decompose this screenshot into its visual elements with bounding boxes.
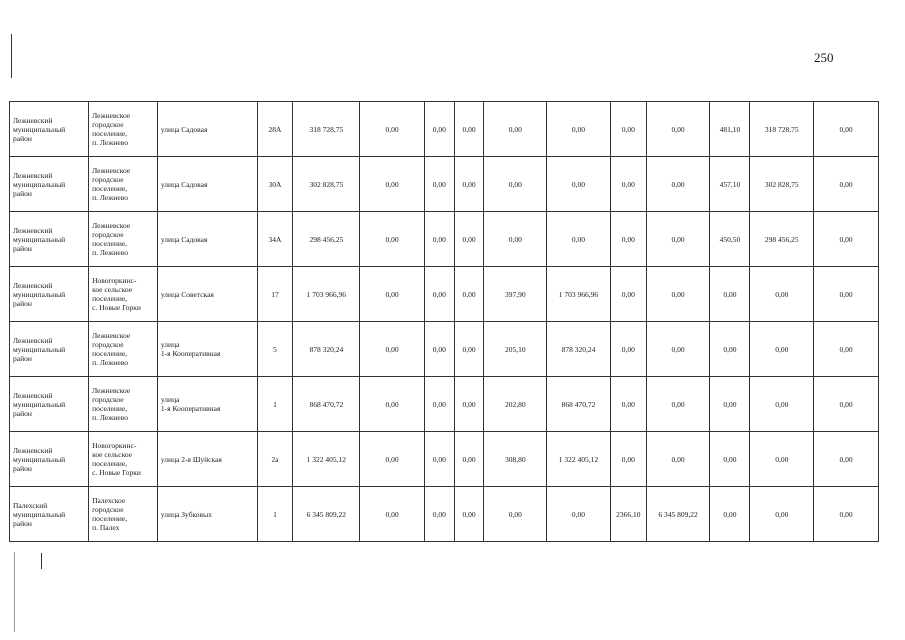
cost-cell — [646, 212, 710, 267]
cost-cell — [646, 432, 710, 487]
cell-text: 205,10 — [505, 344, 526, 354]
settlement-cell — [89, 267, 158, 322]
cell-text: 17 — [271, 289, 279, 299]
value-cell — [360, 322, 425, 377]
cost-cell — [750, 487, 814, 542]
street-cell — [157, 102, 257, 157]
cell-text: улица Зубковых — [160, 509, 212, 519]
cell-text: 0,00 — [432, 509, 446, 519]
cost-cell — [750, 212, 814, 267]
cell-text: 6 345 809,22 — [306, 509, 347, 519]
house-number-cell — [257, 212, 293, 267]
cell-text: Лежневский муниципальный район — [13, 225, 66, 253]
cell-text: 0,00 — [621, 399, 635, 409]
value-cell — [454, 102, 484, 157]
area-cell — [710, 212, 750, 267]
area-cell — [710, 432, 750, 487]
cell-text: улица Садовая — [160, 179, 208, 189]
table-row — [10, 267, 879, 322]
cell-text: 0,00 — [508, 124, 522, 134]
cell-text: 5 — [273, 344, 277, 354]
cost-cell — [547, 102, 611, 157]
cell-text: улица Советская — [160, 289, 214, 299]
cell-text: 0,00 — [775, 289, 789, 299]
cell-text: 0,00 — [839, 344, 853, 354]
total-cost-cell — [293, 157, 360, 212]
cell-text: 28А — [268, 124, 282, 134]
street-cell — [157, 432, 257, 487]
value-cell — [424, 267, 454, 322]
settlement-cell — [89, 487, 158, 542]
cell-text: 1 322 405,12 — [306, 454, 347, 464]
area-cell — [484, 212, 547, 267]
area-cell — [710, 157, 750, 212]
cell-text: Лежневский муниципальный район — [13, 390, 66, 418]
house-number-cell — [257, 267, 293, 322]
cell-text: Лежневское городское поселение, п. Лежнево — [92, 331, 131, 367]
cell-text: 0,00 — [723, 509, 737, 519]
district-cell — [10, 267, 89, 322]
settlement-cell — [89, 212, 158, 267]
value-cell — [424, 377, 454, 432]
cell-text: 0,00 — [621, 289, 635, 299]
cell-text: 868 470,72 — [561, 399, 596, 409]
total-cost-cell — [293, 267, 360, 322]
cost-cell — [750, 377, 814, 432]
value-cell — [814, 322, 879, 377]
area-cell — [610, 377, 646, 432]
value-cell — [360, 212, 425, 267]
street-cell — [157, 157, 257, 212]
cell-text: 0,00 — [385, 124, 399, 134]
value-cell — [424, 432, 454, 487]
value-cell — [454, 487, 484, 542]
value-cell — [454, 322, 484, 377]
cell-text: 0,00 — [432, 124, 446, 134]
cost-cell — [547, 322, 611, 377]
cell-text: 0,00 — [621, 344, 635, 354]
value-cell — [424, 487, 454, 542]
value-cell — [454, 377, 484, 432]
area-cell — [610, 267, 646, 322]
cell-text: 0,00 — [462, 179, 476, 189]
value-cell — [360, 377, 425, 432]
cell-text: 0,00 — [432, 234, 446, 244]
cell-text: 0,00 — [839, 454, 853, 464]
cell-text: Лежневское городское поселение, п. Лежнево — [92, 386, 131, 422]
district-cell — [10, 432, 89, 487]
value-cell — [814, 377, 879, 432]
house-number-cell — [257, 377, 293, 432]
street-cell — [157, 322, 257, 377]
value-cell — [454, 267, 484, 322]
cell-text: 0,00 — [385, 234, 399, 244]
cost-cell — [547, 487, 611, 542]
cell-text: 457,10 — [719, 179, 741, 189]
cell-text: 0,00 — [839, 289, 853, 299]
cell-text: 0,00 — [432, 289, 446, 299]
area-cell — [710, 322, 750, 377]
house-number-cell — [257, 487, 293, 542]
value-cell — [454, 212, 484, 267]
cell-text: 2а — [271, 454, 279, 464]
value-cell — [454, 157, 484, 212]
cell-text: 0,00 — [385, 344, 399, 354]
area-cell — [710, 102, 750, 157]
cell-text: 0,00 — [671, 399, 685, 409]
cell-text: 0,00 — [723, 454, 737, 464]
cell-text: 0,00 — [462, 454, 476, 464]
area-cell — [610, 322, 646, 377]
cell-text: 0,00 — [671, 344, 685, 354]
page-number: 250 — [814, 50, 834, 65]
value-cell — [814, 267, 879, 322]
cell-text: 0,00 — [775, 454, 789, 464]
cell-text: 1 — [273, 399, 277, 409]
value-cell — [814, 212, 879, 267]
value-cell — [360, 102, 425, 157]
area-cell — [484, 432, 547, 487]
cell-text: 0,00 — [462, 289, 476, 299]
cell-text: 298 456,25 — [309, 234, 344, 244]
cost-cell — [750, 157, 814, 212]
value-cell — [360, 267, 425, 322]
cell-text: 0,00 — [385, 399, 399, 409]
area-cell — [710, 487, 750, 542]
settlement-cell — [89, 102, 158, 157]
district-cell — [10, 212, 89, 267]
cost-cell — [646, 157, 710, 212]
cell-text: улица Садовая — [160, 234, 208, 244]
cell-text: улица 1-я Кооперативная — [160, 340, 221, 358]
cell-text: 0,00 — [621, 454, 635, 464]
cell-text: 1 703 966,96 — [558, 289, 599, 299]
cell-text: 0,00 — [671, 234, 685, 244]
cell-text: 0,00 — [432, 454, 446, 464]
area-cell — [610, 157, 646, 212]
cost-cell — [750, 322, 814, 377]
cell-text: 0,00 — [385, 179, 399, 189]
cell-text: 0,00 — [508, 234, 522, 244]
cost-cell — [750, 102, 814, 157]
cell-text: Лежневский муниципальный район — [13, 170, 66, 198]
cell-text: 0,00 — [839, 399, 853, 409]
table-row — [10, 432, 879, 487]
cell-text: 0,00 — [508, 509, 522, 519]
value-cell — [814, 432, 879, 487]
cell-text: 0,00 — [462, 234, 476, 244]
cost-cell — [547, 432, 611, 487]
cell-text: 450,50 — [719, 234, 741, 244]
street-cell — [157, 377, 257, 432]
cost-cell — [750, 432, 814, 487]
area-cell — [610, 102, 646, 157]
cell-text: 0,00 — [775, 509, 789, 519]
cell-text: 0,00 — [385, 289, 399, 299]
cell-text: Лежневский муниципальный район — [13, 335, 66, 363]
area-cell — [484, 322, 547, 377]
value-cell — [814, 157, 879, 212]
cell-text: 1 — [273, 509, 277, 519]
cell-text: 0,00 — [775, 344, 789, 354]
cell-text: 0,00 — [839, 234, 853, 244]
cost-cell — [646, 267, 710, 322]
cell-text: 0,00 — [839, 179, 853, 189]
cell-text: 0,00 — [723, 344, 737, 354]
cell-text: 0,00 — [432, 399, 446, 409]
settlement-cell — [89, 157, 158, 212]
cell-text: 0,00 — [462, 344, 476, 354]
cell-text: 0,00 — [571, 509, 586, 519]
cell-text: 302 828,75 — [309, 179, 344, 189]
area-cell — [484, 267, 547, 322]
cell-text: 397,90 — [505, 289, 526, 299]
cell-text: 30А — [268, 179, 282, 189]
settlement-cell — [89, 377, 158, 432]
cell-text: 1 322 405,12 — [558, 454, 599, 464]
cell-text: улица Садовая — [160, 124, 208, 134]
area-cell — [610, 487, 646, 542]
cell-text: 0,00 — [385, 454, 399, 464]
district-cell — [10, 377, 89, 432]
area-cell — [484, 487, 547, 542]
cell-text: улица 2-я Шуйская — [160, 454, 222, 464]
scan-mark — [11, 34, 12, 78]
area-cell — [484, 102, 547, 157]
cost-cell — [646, 322, 710, 377]
cost-cell — [547, 157, 611, 212]
street-cell — [157, 267, 257, 322]
cell-text: Новогоркинс- кое сельское поселение, с. Новые Горки — [92, 276, 141, 312]
value-cell — [360, 432, 425, 487]
buildings-table — [9, 101, 879, 542]
cell-text: 0,00 — [432, 179, 446, 189]
cell-text: Лежневский муниципальный район — [13, 280, 66, 308]
scan-mark — [14, 552, 15, 632]
cell-text: 308,80 — [505, 454, 526, 464]
cell-text: 0,00 — [621, 234, 635, 244]
district-cell — [10, 322, 89, 377]
value-cell — [424, 322, 454, 377]
value-cell — [424, 212, 454, 267]
cell-text: 0,00 — [621, 179, 635, 189]
street-cell — [157, 212, 257, 267]
cell-text: 0,00 — [723, 399, 737, 409]
cell-text: 2366,10 — [616, 509, 641, 519]
table-body — [10, 102, 879, 542]
table-row — [10, 212, 879, 267]
cost-cell — [547, 377, 611, 432]
cell-text: 0,00 — [462, 509, 476, 519]
cell-text: 0,00 — [462, 399, 476, 409]
area-cell — [610, 212, 646, 267]
cell-text: 0,00 — [462, 124, 476, 134]
cell-text: 0,00 — [723, 289, 737, 299]
cost-cell — [750, 267, 814, 322]
cell-text: 0,00 — [508, 179, 522, 189]
cell-text: 202,80 — [505, 399, 526, 409]
table-row — [10, 487, 879, 542]
cell-text: Лежневское городское поселение, п. Лежнево — [92, 221, 131, 257]
cell-text: 0,00 — [571, 234, 586, 244]
total-cost-cell — [293, 322, 360, 377]
value-cell — [360, 487, 425, 542]
area-cell — [710, 377, 750, 432]
cell-text: 302 828,75 — [764, 179, 799, 189]
cell-text: Лежневское городское поселение, п. Лежнево — [92, 166, 131, 202]
settlement-cell — [89, 322, 158, 377]
cost-cell — [547, 267, 611, 322]
cost-cell — [646, 487, 710, 542]
cell-text: Лежневское городское поселение, п. Лежнево — [92, 111, 131, 147]
area-cell — [484, 377, 547, 432]
cell-text: 0,00 — [385, 509, 399, 519]
cell-text: Лежневский муниципальный район — [13, 445, 66, 473]
cell-text: 0,00 — [775, 399, 789, 409]
cell-text: 0,00 — [571, 179, 586, 189]
house-number-cell — [257, 157, 293, 212]
district-cell — [10, 102, 89, 157]
table-row — [10, 377, 879, 432]
value-cell — [454, 432, 484, 487]
cost-cell — [646, 102, 710, 157]
cell-text: Лежневский муниципальный район — [13, 115, 66, 143]
street-cell — [157, 487, 257, 542]
settlement-cell — [89, 432, 158, 487]
table-row — [10, 322, 879, 377]
cell-text: улица 1-я Кооперативная — [160, 395, 221, 413]
total-cost-cell — [293, 487, 360, 542]
cell-text: 0,00 — [671, 124, 685, 134]
value-cell — [360, 157, 425, 212]
cell-text: Палехский муниципальный район — [13, 500, 66, 528]
cell-text: 0,00 — [432, 344, 446, 354]
cell-text: 318 728,75 — [764, 124, 799, 134]
cell-text: 878 320,24 — [561, 344, 596, 354]
value-cell — [814, 102, 879, 157]
house-number-cell — [257, 322, 293, 377]
area-cell — [710, 267, 750, 322]
cell-text: 481,10 — [719, 124, 741, 134]
cell-text: 318 728,75 — [309, 124, 344, 134]
value-cell — [814, 487, 879, 542]
cell-text: 1 703 966,96 — [306, 289, 347, 299]
table-row — [10, 102, 879, 157]
district-cell — [10, 157, 89, 212]
cell-text: 0,00 — [671, 454, 685, 464]
area-cell — [484, 157, 547, 212]
value-cell — [424, 102, 454, 157]
cell-text: 868 470,72 — [309, 399, 344, 409]
value-cell — [424, 157, 454, 212]
cell-text: 0,00 — [571, 124, 586, 134]
cell-text: 298 456,25 — [764, 234, 799, 244]
total-cost-cell — [293, 102, 360, 157]
total-cost-cell — [293, 377, 360, 432]
cell-text: Палехское городское поселение, п. Палех — [92, 496, 128, 532]
scan-mark — [41, 553, 42, 569]
cell-text: 6 345 809,22 — [658, 509, 698, 519]
cell-text: 0,00 — [839, 124, 853, 134]
total-cost-cell — [293, 432, 360, 487]
area-cell — [610, 432, 646, 487]
district-cell — [10, 487, 89, 542]
house-number-cell — [257, 432, 293, 487]
house-number-cell — [257, 102, 293, 157]
total-cost-cell — [293, 212, 360, 267]
cost-cell — [547, 212, 611, 267]
cell-text: 0,00 — [671, 289, 685, 299]
cell-text: 0,00 — [671, 179, 685, 189]
cell-text: 34А — [268, 234, 282, 244]
cell-text: 878 320,24 — [309, 344, 344, 354]
cell-text: Новогоркинс- кое сельское поселение, с. Новые Горки — [92, 441, 141, 477]
table-row — [10, 157, 879, 212]
cost-cell — [646, 377, 710, 432]
cell-text: 0,00 — [839, 509, 853, 519]
cell-text: 0,00 — [621, 124, 635, 134]
